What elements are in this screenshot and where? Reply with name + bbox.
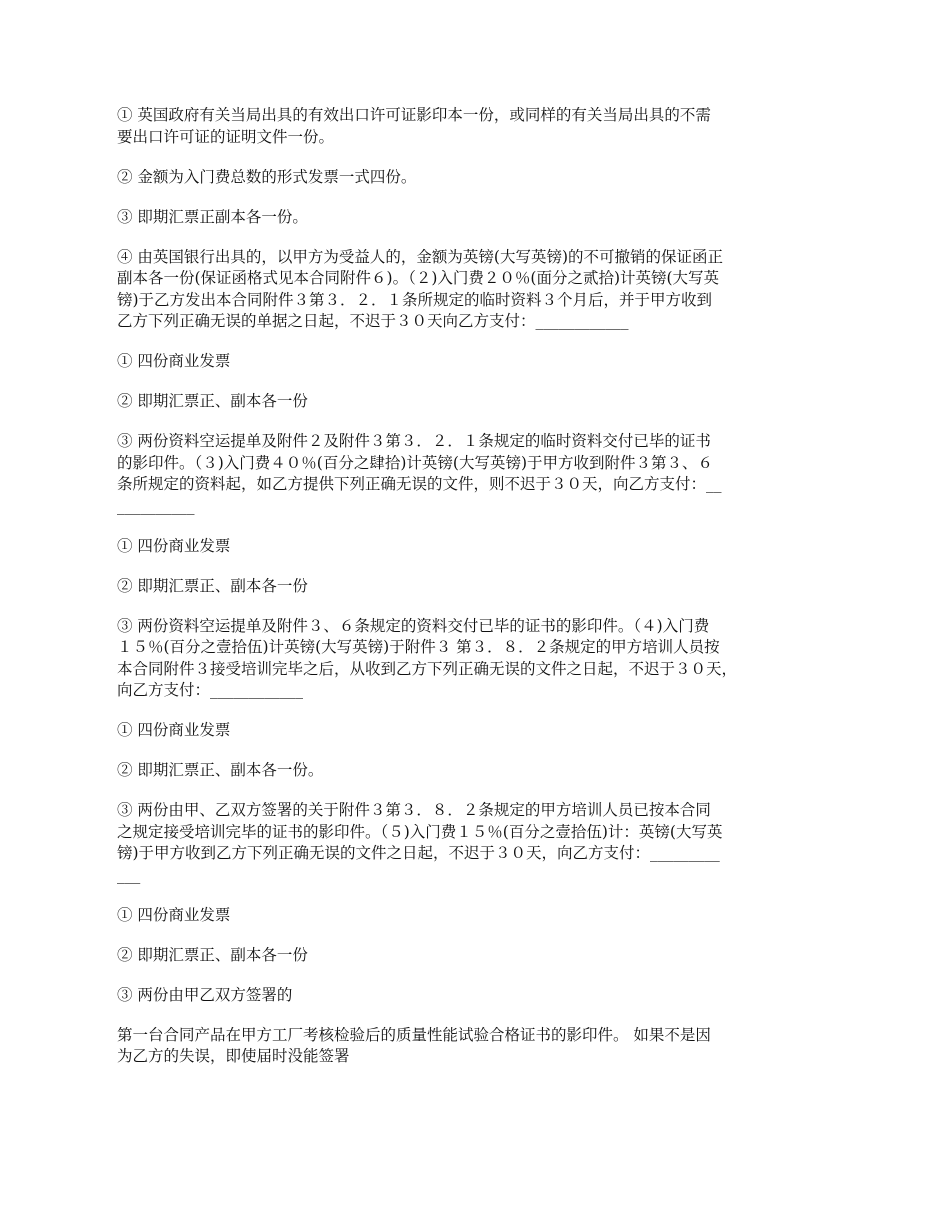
text-line: ② 即期汇票正、副本各一份 (117, 576, 308, 595)
text-line: ② 即期汇票正、副本各一份 (117, 392, 308, 410)
text-line: 条所规定的资料起，如乙方提供下列正确无误的文件，则不迟于３０天，向乙方支付：__ (117, 475, 722, 493)
text-line: ③ 两份由甲、乙双方签署的关于附件３第３．８．２条规定的甲方培训人员已按本合同 (117, 801, 711, 819)
text-line: ④ 由英国银行出具的，以甲方为受益人的，金额为英镑(大写英镑)的不可撤销的保证函正 (117, 247, 724, 266)
text-line: ② 金额为入门费总数的形式发票一式四份。 (117, 167, 417, 186)
text-line: ② 即期汇票正、副本各一份。 (117, 761, 324, 779)
paragraph (117, 800, 855, 886)
text-line: ③ 即期汇票正副本各一份。 (117, 207, 308, 226)
text-line: ___ (117, 865, 141, 884)
text-line: ③ 两份资料空运提单及附件２及附件３第３．２．１条规定的临时资料交付已毕的证书 (117, 432, 711, 450)
text-line: 镑)于乙方发出本合同附件３第３．２．１条所规定的临时资料３个月后，并于甲方收到 (117, 290, 713, 309)
text-line: ① 四份商业发票 (117, 536, 231, 555)
paragraph (117, 391, 855, 413)
paragraph (117, 207, 855, 229)
paragraph (117, 616, 855, 702)
paragraph (117, 905, 855, 927)
paragraph (117, 720, 855, 742)
text-line: 为乙方的失误，即使届时没能签署 (117, 1047, 350, 1065)
text-line: 要出口许可证的证明文件一份。 (117, 127, 335, 146)
document-body (117, 105, 855, 1086)
text-line: 乙方下列正确无误的单据之日起，不迟于３０天向乙方支付：____________ (117, 312, 629, 330)
text-line: 镑)于甲方收到乙方下列正确无误的文件之日起，不迟于３０天，向乙方支付：_________ (117, 844, 720, 862)
paragraph (117, 536, 855, 558)
text-line: ① 英国政府有关当局出具的有效出口许可证影印本一份，或同样的有关当局出具的不需 (117, 106, 711, 124)
paragraph (117, 1025, 855, 1068)
text-line: ③ 两份资料空运提单及附件３、６条规定的资料交付已毕的证书的影印件。（４)入门费 (117, 616, 710, 635)
text-line: ① 四份商业发票 (117, 352, 231, 370)
paragraph (117, 167, 855, 189)
paragraph (117, 247, 855, 333)
text-line: ① 四份商业发票 (117, 721, 231, 739)
text-line: 第一台合同产品在甲方工厂考核检验后的质量性能试验合格证书的影印件。 如果不是因 (117, 1025, 711, 1044)
text-line: ① 四份商业发票 (117, 905, 231, 924)
text-line: 的影印件。（３)入门费４０％(百分之肆拾)计英镑(大写英镑)于甲方收到附件３第３、６ (117, 453, 713, 472)
paragraph (117, 945, 855, 967)
text-line: １５％(百分之壹拾伍)计英镑(大写英镑)于附件３ 第３．８．２条规定的甲方培训人员按 (117, 638, 720, 656)
text-line: ③ 两份由甲乙双方签署的 (117, 985, 293, 1004)
paragraph (117, 431, 855, 517)
text-line: 向乙方支付：____________ (117, 681, 304, 699)
text-line: 本合同附件３接受培训完毕之后，从收到乙方下列正确无误的文件之日起，不迟于３０天， (117, 659, 738, 678)
text-line: ② 即期汇票正、副本各一份 (117, 945, 308, 964)
paragraph (117, 576, 855, 598)
paragraph (117, 105, 855, 148)
text-line: 副本各一份(保证函格式见本合同附件６)。（２)入门费２０％(面分之贰拾)计英镑(大写英 (117, 269, 720, 287)
paragraph (117, 985, 855, 1007)
paragraph (117, 760, 855, 782)
text-line: 之规定接受培训完毕的证书的影印件。（５)入门费１５％(百分之壹拾伍)计：英镑(大写英 (117, 822, 723, 841)
text-line: __________ (117, 496, 195, 515)
paragraph (117, 351, 855, 373)
